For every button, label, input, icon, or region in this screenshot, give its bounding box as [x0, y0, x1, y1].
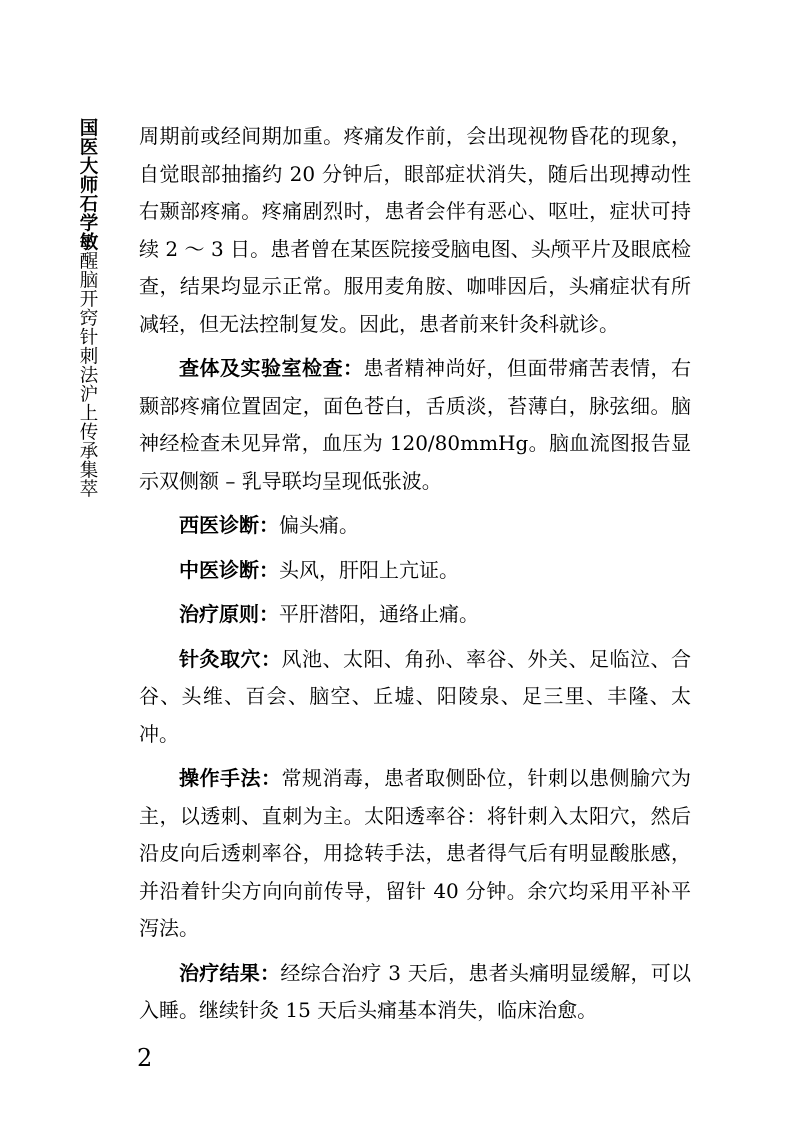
running-header: [74, 118, 100, 498]
section-text: 头风，肝阳上亢证。: [279, 557, 459, 582]
section-text: 偏头痛。: [279, 513, 359, 537]
section-label: 查体及实验室检查：: [179, 356, 364, 380]
section-western-diagnosis: [139, 507, 691, 545]
paragraph-continued: 周期前或经间期加重。疼痛发作前，会出现视物昏花的现象，自觉眼部抽搐约 20 分钟后，眼部症状消失，随后出现搏动性右颞部疼痛。疼痛剧烈时，患者会伴有恶心、呕吐，症状可持续 2 ～ 3 日。患者曾在某医院接受脑电图、头颅平片及眼底检查，结果均显示正常。服用麦角胺、咖啡因后，头痛症状有所减轻，但无法控制复发。因此，患者前来针灸科就诊。: [139, 124, 691, 336]
book-subtitle: 醒脑开窍针刺法沪上传承集萃: [77, 251, 98, 498]
book-series-title: 国医大师石学敏: [77, 118, 98, 251]
section-text: 常规消毒，患者取侧卧位，针刺以患侧腧穴为主，以透刺、直刺为主。太阳透率谷：将针刺入太阳穴，然后沿皮向后透刺率谷，用捻转手法，患者得气后有明显酸胀感，并沿着针尖方向向前传导，留针 40 分钟。余穴均采用平补平泻法。: [139, 766, 691, 940]
section-label: 操作手法：: [179, 766, 282, 790]
section-acupoints: [139, 641, 691, 754]
section-label: 治疗结果：: [179, 960, 281, 985]
section-label: 治疗原则：: [179, 602, 279, 626]
section-text: 患者精神尚好，但面带痛苦表情，右颞部疼痛位置固定，面色苍白，舌质淡，苔薄白，脉弦细。脑神经检查未见异常，血压为 120/80mmHg。脑血流图报告显示双侧额 – 乳导联均呈现低张波。: [139, 356, 691, 493]
section-text: 经综合治疗 3 天后，患者头痛明显缓解，可以入睡。继续针灸 15 天后头痛基本消失，临床治愈。: [139, 960, 691, 1022]
section-tcm-diagnosis: [139, 552, 691, 590]
section-exam: [139, 350, 691, 500]
section-text: 平肝潜阳，通络止痛。: [279, 602, 479, 626]
section-label: 西医诊断：: [179, 513, 279, 537]
page-body: [139, 118, 691, 1037]
section-treatment-principle: [139, 596, 691, 634]
section-label: 中医诊断：: [179, 557, 279, 582]
page-number: 2: [137, 1044, 153, 1072]
section-result: [139, 955, 691, 1030]
section-label: 针灸取穴：: [179, 646, 282, 671]
section-operation: [139, 760, 691, 948]
section-text: 风池、太阳、角孙、率谷、外关、足临泣、合谷、头维、百会、脑空、丘墟、阳陵泉、足三里、丰隆、太冲。: [139, 646, 691, 746]
